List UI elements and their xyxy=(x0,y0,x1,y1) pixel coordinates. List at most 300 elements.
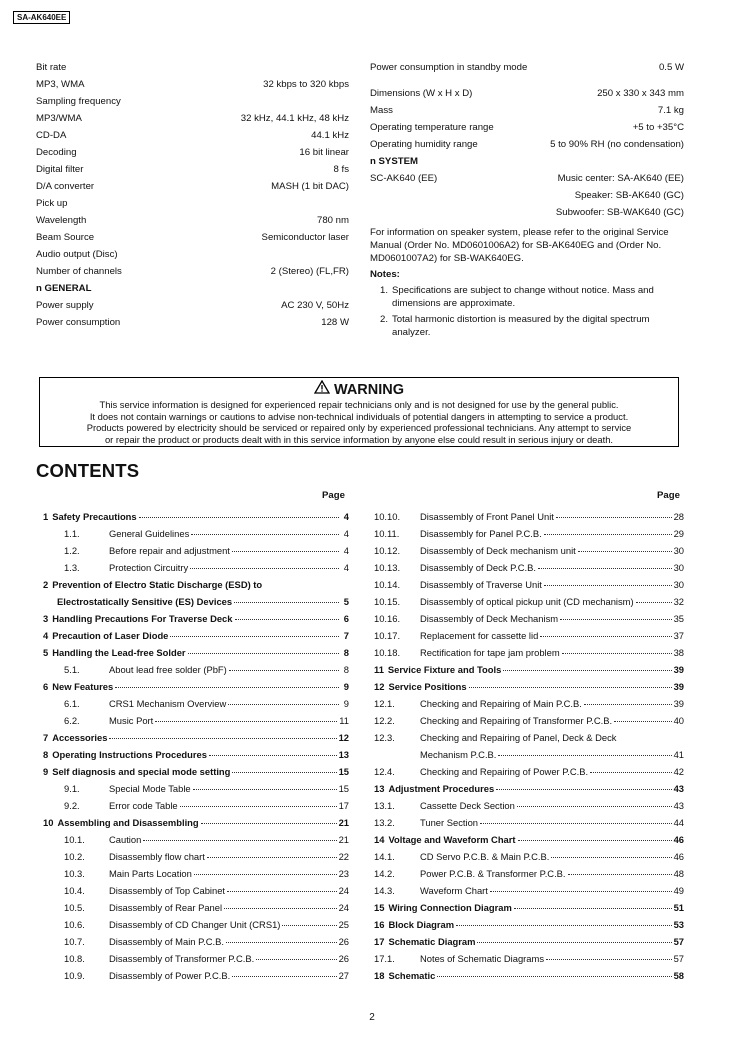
toc-entry xyxy=(374,919,684,936)
spec-row xyxy=(370,189,684,206)
toc-page: 23 xyxy=(338,868,349,879)
toc-number: 9.2. xyxy=(64,800,80,811)
spec-row xyxy=(36,282,349,299)
toc-number: 10.12. xyxy=(374,545,401,556)
toc-number: 16 xyxy=(374,919,385,930)
toc-number: 7 xyxy=(43,732,49,743)
toc-number: 12.3. xyxy=(374,732,395,743)
toc-page: 26 xyxy=(338,953,349,964)
spec-row xyxy=(36,180,349,197)
spec-row xyxy=(370,87,684,104)
toc-leader xyxy=(155,721,337,722)
warning-line: This service information is designed for experienced repair technicians only and is not designed for use by the general public. xyxy=(99,399,619,410)
toc-leader xyxy=(551,857,671,858)
toc-leader xyxy=(562,653,672,654)
toc-number: 10.15. xyxy=(374,596,401,607)
toc-leader xyxy=(568,874,672,875)
toc-entry xyxy=(374,936,684,953)
spec-value: MASH (1 bit DAC) xyxy=(271,181,349,192)
toc-entry xyxy=(374,545,684,562)
spec-label: Bit rate xyxy=(36,62,67,73)
toc-title: Wiring Connection Diagram xyxy=(388,902,512,913)
warning-title xyxy=(40,380,678,399)
toc-leader xyxy=(180,806,337,807)
toc-page: 28 xyxy=(673,511,684,522)
spec-row xyxy=(36,78,349,95)
spec-label: SC-AK640 (EE) xyxy=(370,173,438,184)
note-item xyxy=(370,313,684,339)
toc-entry xyxy=(43,579,349,596)
toc-title: Main Parts Location xyxy=(109,868,192,879)
toc-number: 10.17. xyxy=(374,630,401,641)
toc-leader xyxy=(546,959,672,960)
toc-page: 39 xyxy=(673,681,684,692)
toc-number: 6.2. xyxy=(64,715,80,726)
spec-label: MP3, WMA xyxy=(36,79,85,90)
toc-number: 10.1. xyxy=(64,834,85,845)
toc-page: 9 xyxy=(343,698,349,709)
toc-page: 53 xyxy=(673,919,684,930)
note-number: 1. xyxy=(379,285,388,296)
spec-value: 32 kHz, 44.1 kHz, 48 kHz xyxy=(240,113,349,124)
toc-title: Disassembly of optical pickup unit (CD mechanism) xyxy=(420,596,634,607)
toc-title: Disassembly of Rear Panel xyxy=(109,902,223,913)
toc-entry xyxy=(43,783,349,800)
toc-number: 12 xyxy=(374,681,385,692)
toc-title: Notes of Schematic Diagrams xyxy=(420,953,545,964)
spec-value: 5 to 90% RH (no condensation) xyxy=(550,139,684,150)
toc-leader xyxy=(232,772,336,773)
toc-entry xyxy=(43,562,349,579)
toc-entry xyxy=(374,868,684,885)
toc-number: 5.1. xyxy=(64,664,80,675)
toc-leader xyxy=(234,602,339,603)
toc-number: 12.1. xyxy=(374,698,395,709)
toc-leader xyxy=(578,551,672,552)
toc-leader xyxy=(544,585,672,586)
toc-title: Disassembly of CD Changer Unit (CRS1) xyxy=(109,919,281,930)
toc-leader xyxy=(232,551,339,552)
toc-entry xyxy=(43,732,349,749)
toc-number: 10.2. xyxy=(64,851,85,862)
toc-title: New Features xyxy=(52,681,114,692)
toc-page: 22 xyxy=(338,851,349,862)
toc-number: 10.8. xyxy=(64,953,85,964)
toc-leader xyxy=(235,619,340,620)
toc-page: 4 xyxy=(343,528,349,539)
spec-label: Number of channels xyxy=(36,266,122,277)
toc-page: 5 xyxy=(343,596,349,607)
toc-title: Disassembly of Deck Mechanism xyxy=(420,613,559,624)
spec-row xyxy=(36,61,349,78)
toc-page: 46 xyxy=(673,851,684,862)
toc-leader xyxy=(538,568,672,569)
spec-row xyxy=(36,248,349,265)
toc-title: Tuner Section xyxy=(420,817,479,828)
toc-entry xyxy=(43,936,349,953)
toc-page: 26 xyxy=(338,936,349,947)
toc-number: 18 xyxy=(374,970,385,981)
toc-page: 7 xyxy=(343,630,349,641)
spec-row xyxy=(36,299,349,316)
toc-number: 10.5. xyxy=(64,902,85,913)
toc-number: 10.16. xyxy=(374,613,401,624)
toc-number: 10.14. xyxy=(374,579,401,590)
toc-title: Safety Precautions xyxy=(52,511,137,522)
contents-title: CONTENTS xyxy=(36,460,140,481)
toc-leader xyxy=(109,738,336,739)
toc-title: Accessories xyxy=(52,732,108,743)
toc-entry xyxy=(374,562,684,579)
toc-number: 11 xyxy=(374,664,384,675)
toc-entry xyxy=(43,885,349,902)
toc-page: 37 xyxy=(673,630,684,641)
toc-leader xyxy=(188,653,339,654)
spec-label: Pick up xyxy=(36,198,68,209)
toc-page: 39 xyxy=(673,664,684,675)
toc-number: 10.11. xyxy=(374,528,400,539)
toc-page: 12 xyxy=(338,732,349,743)
spec-right-rows xyxy=(370,61,684,223)
toc-right-column xyxy=(374,511,684,987)
spec-value: Music center: SA-AK640 (EE) xyxy=(557,173,684,184)
toc-entry xyxy=(43,851,349,868)
toc-page: 8 xyxy=(343,647,349,658)
spec-value: 250 x 330 x 343 mm xyxy=(597,88,684,99)
spec-row xyxy=(370,155,684,172)
spec-label: n SYSTEM xyxy=(370,156,418,167)
spec-table-left xyxy=(36,61,349,333)
toc-page: 49 xyxy=(673,885,684,896)
toc-title: Error code Table xyxy=(109,800,178,811)
toc-title: Disassembly of Transformer P.C.B. xyxy=(109,953,255,964)
toc-page: 6 xyxy=(343,613,349,624)
toc-title: Disassembly of Deck P.C.B. xyxy=(420,562,537,573)
toc-leader xyxy=(456,925,671,926)
toc-leader xyxy=(556,517,672,518)
spec-row xyxy=(36,265,349,282)
toc-page: 57 xyxy=(673,936,684,947)
warning-title-text: WARNING xyxy=(333,381,405,398)
toc-leader xyxy=(224,908,336,909)
toc-page: 11 xyxy=(339,715,349,726)
spec-label: Audio output (Disc) xyxy=(36,249,118,260)
speaker-info: For information on speaker system, please refer to the original Service Manual (Order No. MD0601006A2) for SB-AK640EG and (Order No. MD0601007A2) for SB-WAK640EG. xyxy=(370,227,669,264)
toc-title: Power P.C.B. & Transformer P.C.B. xyxy=(420,868,566,879)
spec-value: Speaker: SB-AK640 (GC) xyxy=(574,190,684,201)
toc-entry xyxy=(43,647,349,664)
toc-title: Caution xyxy=(109,834,142,845)
toc-title: Checking and Repairing of Transformer P.C.B. xyxy=(420,715,613,726)
spec-row xyxy=(36,95,349,112)
spec-row xyxy=(36,231,349,248)
toc-leader xyxy=(256,959,336,960)
toc-number: 2 xyxy=(43,579,49,590)
toc-page: 42 xyxy=(673,766,684,777)
spec-label: Decoding xyxy=(36,147,77,158)
toc-page: 29 xyxy=(673,528,684,539)
toc-entry xyxy=(374,766,684,783)
toc-title: CRS1 Mechanism Overview xyxy=(109,698,227,709)
toc-leader xyxy=(232,976,336,977)
toc-leader xyxy=(191,534,339,535)
toc-number: 12.4. xyxy=(374,766,395,777)
spec-value: 2 (Stereo) (FL,FR) xyxy=(270,266,349,277)
toc-leader xyxy=(139,517,339,518)
spec-row xyxy=(36,129,349,146)
toc-leader xyxy=(490,891,672,892)
toc-leader xyxy=(170,636,339,637)
spec-table-right xyxy=(370,61,684,339)
toc-entry xyxy=(374,715,684,732)
spec-value: 8 fs xyxy=(333,164,349,175)
toc-page: 15 xyxy=(338,783,349,794)
spec-label: Wavelength xyxy=(36,215,87,226)
spec-value: +5 to +35°C xyxy=(632,122,684,133)
toc-entry xyxy=(43,970,349,987)
toc-leader xyxy=(194,874,337,875)
toc-title: Service Positions xyxy=(388,681,467,692)
toc-page: 35 xyxy=(673,613,684,624)
spec-label: Sampling frequency xyxy=(36,96,121,107)
toc-title: Precaution of Laser Diode xyxy=(52,630,169,641)
toc-entry xyxy=(374,613,684,630)
toc-entry xyxy=(43,613,349,630)
toc-leader xyxy=(193,789,337,790)
toc-leader xyxy=(282,925,336,926)
toc-title: Disassembly of Deck mechanism unit xyxy=(420,545,576,556)
spec-row xyxy=(36,163,349,180)
toc-page: 40 xyxy=(673,715,684,726)
toc-leader xyxy=(503,670,671,671)
toc-entry xyxy=(43,511,349,528)
toc-number: 9.1. xyxy=(64,783,80,794)
toc-title: Disassembly of Power P.C.B. xyxy=(109,970,231,981)
warning-triangle-icon xyxy=(314,380,330,399)
toc-entry xyxy=(374,647,684,664)
toc-number: 10.10. xyxy=(374,511,401,522)
toc-entry xyxy=(374,681,684,698)
warning-line: or repair the product or products dealt with in this service information by anyone else could result in serious injury or death. xyxy=(104,433,614,445)
toc-leader xyxy=(229,670,339,671)
toc-leader xyxy=(437,976,671,977)
toc-leader xyxy=(228,704,339,705)
toc-leader xyxy=(209,755,337,756)
toc-entry xyxy=(374,664,684,681)
toc-title: Special Mode Table xyxy=(109,783,191,794)
model-label: SA-AK640EE xyxy=(13,11,70,24)
toc-entry xyxy=(374,885,684,902)
toc-page: 38 xyxy=(673,647,684,658)
toc-entry xyxy=(43,681,349,698)
toc-number: 14.2. xyxy=(374,868,395,879)
toc-title: Self diagnosis and special mode setting xyxy=(52,766,231,777)
toc-number: 10.13. xyxy=(374,562,401,573)
toc-entry xyxy=(374,698,684,715)
toc-title: Waveform Chart xyxy=(420,885,488,896)
toc-entry xyxy=(43,800,349,817)
toc-number: 14.1. xyxy=(374,851,395,862)
toc-leader xyxy=(480,823,672,824)
toc-title: Disassembly for Panel P.C.B. xyxy=(420,528,542,539)
toc-title: Schematic xyxy=(388,970,436,981)
toc-leader xyxy=(636,602,672,603)
toc-page: 4 xyxy=(343,562,349,573)
toc-page: 30 xyxy=(673,579,684,590)
toc-entry xyxy=(43,817,349,834)
spec-value: AC 230 V, 50Hz xyxy=(281,300,349,311)
toc-entry xyxy=(43,545,349,562)
toc-title: Adjustment Procedures xyxy=(388,783,495,794)
toc-number: 12.2. xyxy=(374,715,395,726)
toc-entry xyxy=(374,902,684,919)
spec-row xyxy=(370,206,684,223)
spec-value: 44.1 kHz xyxy=(311,130,349,141)
toc-page: 44 xyxy=(673,817,684,828)
spec-value: Semiconductor laser xyxy=(261,232,349,243)
toc-page: 4 xyxy=(343,545,349,556)
toc-title: Disassembly of Main P.C.B. xyxy=(109,936,224,947)
toc-entry xyxy=(43,834,349,851)
toc-number: 1.2. xyxy=(64,545,80,556)
toc-page: 41 xyxy=(673,749,684,760)
warning-line: Products powered by electricity should be serviced or repaired only by experienced professional technicians. Any attempt to service xyxy=(86,422,632,434)
toc-title: Disassembly of Traverse Unit xyxy=(420,579,542,590)
toc-number: 1 xyxy=(43,511,49,522)
spec-label: Digital filter xyxy=(36,164,84,175)
toc-title: Mechanism P.C.B. xyxy=(420,749,497,760)
spec-value: 0.5 W xyxy=(658,62,684,73)
toc-page: 13 xyxy=(338,749,349,760)
toc-entry xyxy=(43,528,349,545)
toc-number: 17 xyxy=(374,936,385,947)
toc-number: 1.1. xyxy=(64,528,80,539)
toc-title: Checking and Repairing of Main P.C.B. xyxy=(420,698,582,709)
toc-entry xyxy=(374,528,684,545)
toc-leader xyxy=(514,908,672,909)
toc-title: Replacement for cassette lid xyxy=(420,630,539,641)
toc-entry xyxy=(374,579,684,596)
toc-entry xyxy=(374,817,684,834)
toc-number: 10.4. xyxy=(64,885,85,896)
toc-leader xyxy=(518,840,672,841)
toc-entry xyxy=(374,732,684,749)
toc-number: 10.18. xyxy=(374,647,401,658)
toc-title: Assembling and Disassembling xyxy=(57,817,199,828)
spec-label: MP3/WMA xyxy=(36,113,82,124)
toc-title: Prevention of Electro Static Discharge (ESD) to xyxy=(52,579,263,590)
toc-number: 10.7. xyxy=(64,936,85,947)
toc-entry xyxy=(374,783,684,800)
toc-title: Voltage and Waveform Chart xyxy=(388,834,516,845)
toc-left-column xyxy=(43,511,349,987)
toc-entry xyxy=(43,596,349,613)
toc-leader xyxy=(498,755,671,756)
toc-page: 58 xyxy=(673,970,684,981)
toc-title: Handling the Lead-free Solder xyxy=(52,647,186,658)
toc-number: 10 xyxy=(43,817,54,828)
toc-title: Checking and Repairing of Panel, Deck & Deck xyxy=(420,732,617,743)
toc-leader xyxy=(496,789,671,790)
toc-entry xyxy=(43,698,349,715)
toc-number: 9 xyxy=(43,766,49,777)
toc-entry xyxy=(374,834,684,851)
spec-row xyxy=(36,316,349,333)
toc-leader xyxy=(540,636,671,637)
toc-page: 43 xyxy=(673,800,684,811)
toc-leader xyxy=(226,942,337,943)
toc-page: 32 xyxy=(673,596,684,607)
toc-page: 4 xyxy=(343,511,349,522)
toc-leader xyxy=(614,721,671,722)
toc-page: 30 xyxy=(673,562,684,573)
toc-number: 14.3. xyxy=(374,885,395,896)
toc-entry xyxy=(43,749,349,766)
toc-number: 3 xyxy=(43,613,49,624)
toc-number: 17.1. xyxy=(374,953,395,964)
toc-title: Operating Instructions Procedures xyxy=(52,749,207,760)
toc-title: Block Diagram xyxy=(388,919,455,930)
toc-title: Checking and Repairing of Power P.C.B. xyxy=(420,766,589,777)
toc-leader xyxy=(584,704,672,705)
warning-box xyxy=(39,377,679,447)
toc-leader xyxy=(227,891,337,892)
spec-label: D/A converter xyxy=(36,181,95,192)
toc-title: Rectification for tape jam problem xyxy=(420,647,560,658)
toc-entry xyxy=(374,630,684,647)
spec-row xyxy=(36,214,349,231)
toc-page: 24 xyxy=(338,885,349,896)
toc-page: 17 xyxy=(338,800,349,811)
toc-leader xyxy=(544,534,672,535)
toc-page: 46 xyxy=(673,834,684,845)
toc-title: Disassembly of Top Cabinet xyxy=(109,885,226,896)
toc-leader xyxy=(517,806,672,807)
spec-label: Beam Source xyxy=(36,232,95,243)
spec-row xyxy=(370,104,684,121)
toc-entry xyxy=(374,511,684,528)
spec-label: Mass xyxy=(370,105,393,116)
toc-entry xyxy=(374,953,684,970)
note-number: 2. xyxy=(379,314,388,325)
toc-title: Schematic Diagram xyxy=(388,936,476,947)
spec-label: n GENERAL xyxy=(36,283,92,294)
toc-number: 1.3. xyxy=(64,562,80,573)
toc-number: 10.6. xyxy=(64,919,85,930)
notes-heading: Notes: xyxy=(370,269,400,280)
toc-page: 30 xyxy=(673,545,684,556)
toc-entry xyxy=(43,715,349,732)
toc-number: 4 xyxy=(43,630,49,641)
toc-title: Electrostatically Sensitive (ES) Devices xyxy=(57,596,233,607)
toc-title: Cassette Deck Section xyxy=(420,800,515,811)
toc-entry xyxy=(43,630,349,647)
spec-row xyxy=(36,112,349,129)
toc-number: 13.1. xyxy=(374,800,395,811)
toc-entry xyxy=(374,596,684,613)
toc-title: Music Port xyxy=(109,715,154,726)
toc-leader xyxy=(115,687,339,688)
toc-title: Before repair and adjustment xyxy=(109,545,230,556)
spec-row xyxy=(370,138,684,155)
toc-page: 25 xyxy=(338,919,349,930)
toc-page: 39 xyxy=(673,698,684,709)
toc-leader xyxy=(469,687,672,688)
toc-leader xyxy=(477,942,671,943)
toc-page: 24 xyxy=(338,902,349,913)
toc-page: 48 xyxy=(673,868,684,879)
toc-leader xyxy=(201,823,337,824)
